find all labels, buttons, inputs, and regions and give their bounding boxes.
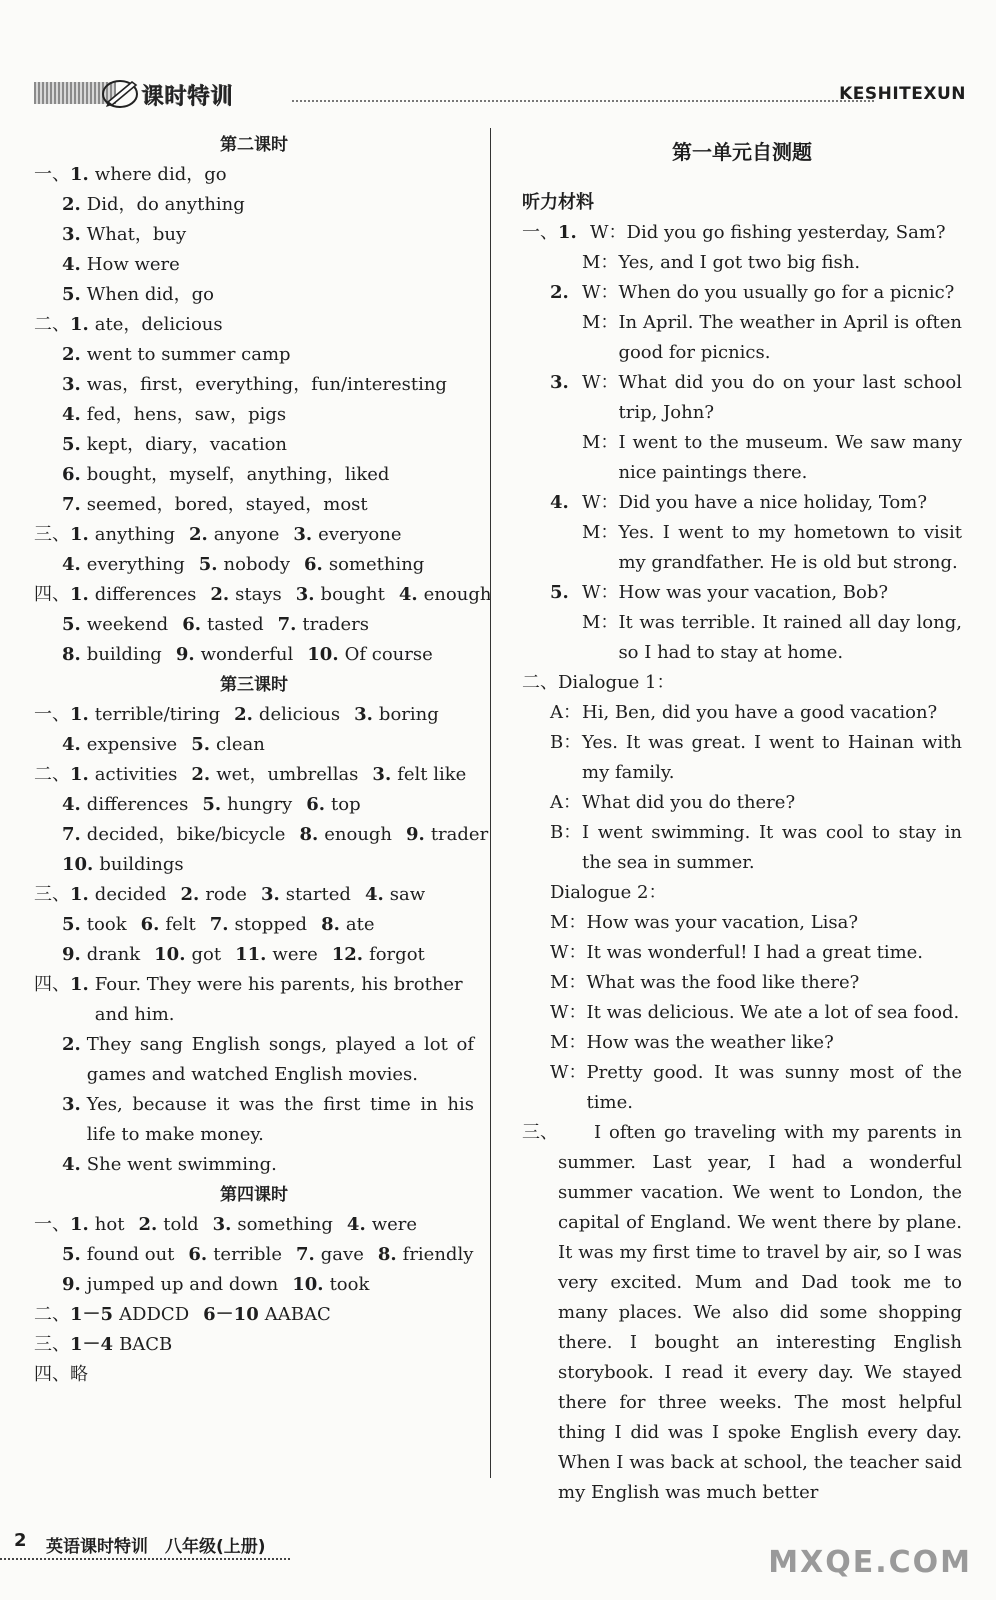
answer-line: 4. everything 5. nobody 6. something bbox=[62, 554, 425, 575]
answer-line: 6. bought，myself，anything，liked bbox=[62, 464, 390, 485]
answer-line: 4. How were bbox=[62, 254, 180, 275]
dialogue-text: I went swimming. It was cool to stay in the sea in summer. bbox=[582, 822, 962, 873]
part-label bbox=[522, 308, 550, 368]
part-label bbox=[522, 428, 550, 488]
speaker-label: W： bbox=[550, 942, 587, 963]
speaker-label: M： bbox=[550, 1032, 587, 1053]
item-number bbox=[550, 608, 576, 668]
dialogue-line bbox=[522, 698, 962, 728]
answer-line: 5. found out 6. terrible 7. gave 8. friendly bbox=[62, 1244, 474, 1265]
answer-line: 一、1. terrible/tiring 2. delicious 3. boring bbox=[34, 704, 439, 725]
dialogue-line bbox=[522, 788, 962, 818]
answer-line: 三、1－4 BACB bbox=[34, 1334, 173, 1355]
dialogue-line bbox=[522, 1058, 962, 1118]
dialogue-text: In April. The weather in April is often good for picnics. bbox=[618, 312, 962, 363]
page-header bbox=[34, 76, 970, 116]
part-label bbox=[522, 278, 550, 308]
item-number: 4. bbox=[550, 492, 569, 513]
dialogue-text: Hi, Ben, did you have a good vacation? bbox=[582, 702, 938, 723]
answer-line: 二、1. activities 2. wet，umbrellas 3. felt like bbox=[34, 764, 467, 785]
dialogue-2 bbox=[522, 908, 962, 1118]
dialogue-line bbox=[522, 278, 962, 308]
answer-line: 7. decided，bike/bicycle 8. enough 9. trader bbox=[62, 824, 489, 845]
answer-line: 2. Did，do anything bbox=[62, 194, 245, 215]
dialogue-text: Did you have a nice holiday, Tom? bbox=[618, 492, 927, 513]
passage: 三、 I often go traveling with my parents in summer. Last year, I had a wonderful summer vacation. We went to London, the capital of England. We went there by plane. It was my first time to travel by air, so I was very excited. Mum and Dad took me to many places. We also did some shopping there. I bought an interesting English storybook. I read it every day. We stayed there for three weeks. The most helpful thing I did was I spoke English every day. When I was back at school, the teacher said my English was much better bbox=[522, 1118, 962, 1508]
answer-line: 5. weekend 6. tasted 7. traders bbox=[62, 614, 369, 635]
item-number: 2. bbox=[550, 282, 569, 303]
speaker-label: M： bbox=[582, 522, 619, 543]
dialogue-text: What did you do there? bbox=[582, 792, 796, 813]
dialogue-text: It was delicious. We ate a lot of sea food. bbox=[586, 1002, 960, 1023]
footer-dotted-line bbox=[0, 1558, 290, 1560]
unit-test-title: 第一单元自测题 bbox=[672, 140, 812, 164]
answer-line: 5. When did，go bbox=[62, 284, 215, 305]
speaker-label: M： bbox=[582, 312, 619, 333]
speaker-label: B： bbox=[550, 822, 582, 843]
speaker-label: M： bbox=[582, 432, 619, 453]
page-footer bbox=[0, 1524, 360, 1564]
brand-name: KESHITEXUN bbox=[839, 84, 966, 104]
answer-line: 10. buildings bbox=[62, 854, 184, 875]
speaker-label: A： bbox=[550, 792, 581, 813]
answer-line: 一、1. where did，go bbox=[34, 164, 227, 185]
answer-line: 5. took 6. felt 7. stopped 8. ate bbox=[62, 914, 375, 935]
part-label bbox=[522, 488, 550, 518]
passage-text: I often go traveling with my parents in summer. Last year, I had a wonderful summer vacation. We went to London, the capital of England. We went there by plane. It was my first time to travel by air, so I was very excited. Mum and Dad took me to many places. We also did some shopping there. I bought an interesting English storybook. I read it every day. We stayed there for three weeks. The most helpful thing I did was I spoke English every day. When I was back at school, the teacher said my English was much better bbox=[558, 1122, 962, 1503]
item-number: 1. bbox=[558, 222, 577, 243]
dialogue-title: 二、Dialogue 1： bbox=[522, 672, 675, 693]
item-number bbox=[550, 308, 576, 368]
answer-line: 四、略 bbox=[34, 1364, 88, 1385]
section-title: 第四课时 bbox=[220, 1185, 288, 1205]
answer-line: 三、1. anything 2. anyone 3. everyone bbox=[34, 524, 402, 545]
page-number: 2 bbox=[14, 1530, 27, 1551]
dialogue-line bbox=[522, 1028, 962, 1058]
answer-line: 四、 1. Four. They were his parents, his brother and him. bbox=[34, 974, 463, 1025]
answer-line: 3. Yes, because it was the first time in his life to make money. bbox=[62, 1094, 474, 1145]
dialogue-text: Did you go fishing yesterday, Sam? bbox=[626, 222, 946, 243]
listening-part-1 bbox=[522, 218, 962, 668]
dialogue-1 bbox=[522, 698, 962, 878]
watermark: MXQE.COM bbox=[768, 1545, 972, 1580]
answer-line: 4. differences 5. hungry 6. top bbox=[62, 794, 361, 815]
part-label bbox=[522, 368, 550, 428]
section-title: 第二课时 bbox=[220, 135, 288, 155]
column-divider bbox=[490, 128, 491, 1478]
answer-line: 8. building 9. wonderful 10. Of course bbox=[62, 644, 433, 665]
item-number bbox=[550, 248, 576, 278]
dialogue-text: When do you usually go for a picnic? bbox=[618, 282, 955, 303]
dialogue-line bbox=[522, 728, 962, 788]
dialogue-line bbox=[522, 608, 962, 668]
answer-line: 4. fed，hens，saw，pigs bbox=[62, 404, 287, 425]
answer-line: 4. She went swimming. bbox=[62, 1154, 277, 1175]
speaker-label: M： bbox=[582, 612, 619, 633]
right-column bbox=[522, 130, 962, 1508]
left-column bbox=[34, 130, 492, 1390]
part-label: 一、 bbox=[522, 222, 558, 243]
item-number bbox=[550, 428, 576, 488]
speaker-label: W： bbox=[550, 1002, 587, 1023]
dialogue-text: It was terrible. It rained all day long, so I had to stay at home. bbox=[618, 612, 962, 663]
logo-title: 课时特训 bbox=[142, 85, 235, 110]
section-title: 第三课时 bbox=[220, 675, 288, 695]
dialogue-text: How was the weather like? bbox=[586, 1032, 834, 1053]
answer-line: 3. What，buy bbox=[62, 224, 187, 245]
part-label bbox=[522, 608, 550, 668]
answer-line: 5. kept，diary，vacation bbox=[62, 434, 288, 455]
item-number: 5. bbox=[550, 582, 569, 603]
answer-line: 2. They sang English songs, played a lot of games and watched English movies. bbox=[62, 1034, 474, 1085]
dialogue-line bbox=[522, 428, 962, 488]
dialogue-text: How was your vacation, Bob? bbox=[618, 582, 889, 603]
dialogue-text: I went to the museum. We saw many nice paintings there. bbox=[618, 432, 962, 483]
answer-line: 7. seemed，bored，stayed，most bbox=[62, 494, 368, 515]
dialogue-line bbox=[522, 818, 962, 878]
answer-line: 9. drank 10. got 11. were 12. forgot bbox=[62, 944, 425, 965]
answer-line: 2. went to summer camp bbox=[62, 344, 291, 365]
dialogue-text: What was the food like there? bbox=[586, 972, 860, 993]
dialogue-line bbox=[522, 488, 962, 518]
pen-logo-icon bbox=[100, 76, 144, 110]
answer-line: 四、1. differences 2. stays 3. bought 4. enough bbox=[34, 584, 492, 605]
speaker-label: B： bbox=[550, 732, 582, 753]
speaker-label: W： bbox=[550, 1062, 587, 1083]
dialogue-text: Yes, and I got two big fish. bbox=[618, 252, 861, 273]
speaker-label: M： bbox=[550, 972, 587, 993]
dialogue-text: How was your vacation, Lisa? bbox=[586, 912, 859, 933]
speaker-label: W： bbox=[590, 222, 627, 243]
dialogue-title: Dialogue 2： bbox=[550, 882, 667, 903]
part-label bbox=[522, 248, 550, 278]
dialogue-line bbox=[522, 248, 962, 278]
speaker-label: W： bbox=[582, 372, 619, 393]
dialogue-text: What did you do on your last school trip, John? bbox=[618, 372, 962, 423]
answer-line: 二、1－5 ADDCD 6－10 AABAC bbox=[34, 1304, 331, 1325]
speaker-label: W： bbox=[582, 282, 619, 303]
dialogue-line bbox=[522, 938, 962, 968]
dialogue-line bbox=[522, 908, 962, 938]
header-dotted-line bbox=[292, 100, 874, 102]
speaker-label: M： bbox=[582, 252, 619, 273]
part-label bbox=[522, 518, 550, 578]
speaker-label: W： bbox=[582, 582, 619, 603]
dialogue-text: Pretty good. It was sunny most of the time. bbox=[586, 1062, 962, 1113]
answer-line: 三、1. decided 2. rode 3. started 4. saw bbox=[34, 884, 426, 905]
answer-line: 二、1. ate，delicious bbox=[34, 314, 223, 335]
answer-line: 一、1. hot 2. told 3. something 4. were bbox=[34, 1214, 418, 1235]
dialogue-text: It was wonderful! I had a great time. bbox=[586, 942, 924, 963]
answer-line: 3. was，first，everything，fun/interesting bbox=[62, 374, 447, 395]
dialogue-line bbox=[522, 308, 962, 368]
dialogue-line bbox=[522, 998, 962, 1028]
speaker-label: A： bbox=[550, 702, 581, 723]
answer-line: 9. jumped up and down 10. took bbox=[62, 1274, 370, 1295]
part-label bbox=[522, 578, 550, 608]
item-number: 3. bbox=[550, 372, 569, 393]
speaker-label: M： bbox=[550, 912, 587, 933]
dialogue-line bbox=[522, 518, 962, 578]
dialogue-line bbox=[522, 368, 962, 428]
dialogue-text: Yes. I went to my hometown to visit my grandfather. He is old but strong. bbox=[618, 522, 962, 573]
dialogue-line bbox=[522, 218, 962, 248]
dialogue-text: Yes. It was great. I went to Hainan with my family. bbox=[582, 732, 962, 783]
book-title: 英语课时特训 八年级(上册) bbox=[46, 1537, 266, 1557]
listening-title: 听力材料 bbox=[522, 192, 594, 213]
dialogue-line bbox=[522, 968, 962, 998]
answer-line: 4. expensive 5. clean bbox=[62, 734, 265, 755]
item-number bbox=[550, 518, 576, 578]
dialogue-line bbox=[522, 578, 962, 608]
speaker-label: W： bbox=[582, 492, 619, 513]
